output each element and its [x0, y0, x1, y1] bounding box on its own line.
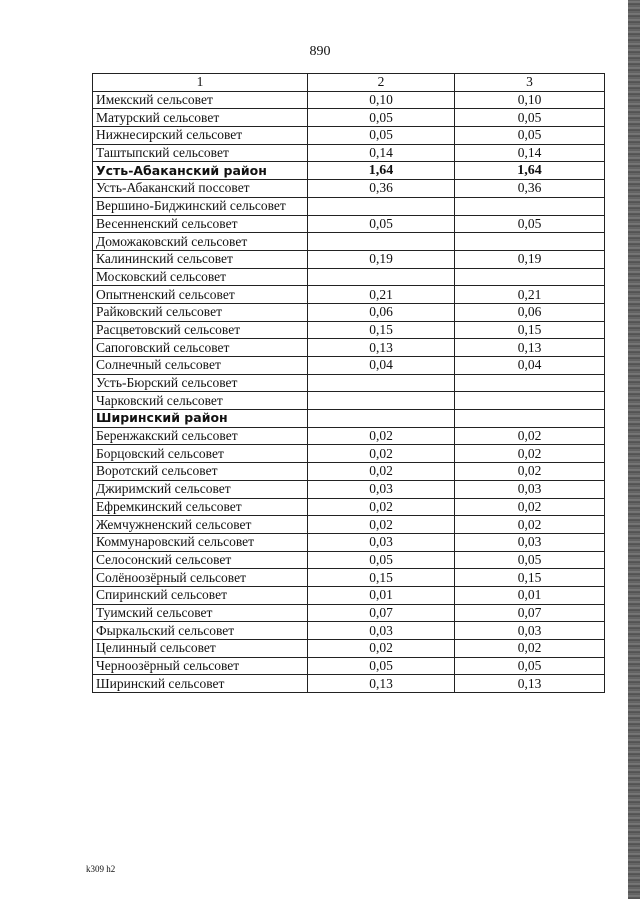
row-name-cell: Фыркальский сельсовет — [93, 622, 308, 640]
row-value-col3: 0,05 — [455, 109, 605, 127]
row-name-cell: Весенненский сельсовет — [93, 215, 308, 233]
row-value-col3: 0,05 — [455, 551, 605, 569]
row-name-cell: Жемчужненский сельсовет — [93, 516, 308, 534]
column-header-3: 3 — [455, 74, 605, 92]
row-value-col2: 0,03 — [308, 533, 455, 551]
row-name-cell: Усть-Абаканский район — [93, 162, 308, 180]
row-value-col2: 0,05 — [308, 657, 455, 675]
table-row — [93, 144, 605, 162]
row-name-cell: Опытненский сельсовет — [93, 286, 308, 304]
table-row — [93, 339, 605, 357]
column-header-1: 1 — [93, 74, 308, 92]
row-name-cell: Вершино-Биджинский сельсовет — [93, 197, 308, 215]
data-table — [92, 73, 605, 693]
row-value-col3 — [455, 197, 605, 215]
table-row — [93, 286, 605, 304]
row-value-col2 — [308, 392, 455, 410]
row-name-cell: Воротский сельсовет — [93, 463, 308, 481]
row-name-cell: Калининский сельсовет — [93, 250, 308, 268]
row-value-col2: 0,04 — [308, 357, 455, 375]
row-name-cell: Ширинский район — [93, 410, 308, 428]
row-value-col2 — [308, 197, 455, 215]
row-name-cell: Райковский сельсовет — [93, 303, 308, 321]
table-header-row — [93, 74, 605, 92]
row-value-col3 — [455, 410, 605, 428]
table-row — [93, 357, 605, 375]
row-value-col3: 0,13 — [455, 339, 605, 357]
row-value-col3 — [455, 392, 605, 410]
row-name-cell: Солёноозёрный сельсовет — [93, 569, 308, 587]
row-value-col3: 0,10 — [455, 91, 605, 109]
row-value-col2: 0,07 — [308, 604, 455, 622]
row-value-col3: 0,19 — [455, 250, 605, 268]
table-row — [93, 516, 605, 534]
table-row — [93, 675, 605, 693]
table-row — [93, 551, 605, 569]
row-value-col3: 0,05 — [455, 215, 605, 233]
row-name-cell: Расцветовский сельсовет — [93, 321, 308, 339]
table-row — [93, 180, 605, 198]
row-value-col3: 0,02 — [455, 445, 605, 463]
table-row — [93, 233, 605, 251]
row-value-col2: 0,05 — [308, 127, 455, 145]
row-value-col3: 1,64 — [455, 162, 605, 180]
row-value-col2: 0,06 — [308, 303, 455, 321]
row-value-col3: 0,02 — [455, 427, 605, 445]
row-value-col2: 0,02 — [308, 498, 455, 516]
row-name-cell: Джиримский сельсовет — [93, 480, 308, 498]
table-row — [93, 569, 605, 587]
table-row — [93, 480, 605, 498]
row-value-col3: 0,03 — [455, 622, 605, 640]
row-value-col3: 0,05 — [455, 657, 605, 675]
table-row — [93, 445, 605, 463]
table-row — [93, 303, 605, 321]
table-row — [93, 586, 605, 604]
row-name-cell: Ширинский сельсовет — [93, 675, 308, 693]
row-name-cell: Таштыпский сельсовет — [93, 144, 308, 162]
table-row — [93, 410, 605, 428]
row-value-col2: 0,05 — [308, 109, 455, 127]
row-value-col3: 0,02 — [455, 640, 605, 658]
footer-code: k309 h2 — [86, 864, 116, 874]
row-name-cell: Чарковский сельсовет — [93, 392, 308, 410]
table-row — [93, 250, 605, 268]
row-value-col3 — [455, 374, 605, 392]
row-value-col2: 0,03 — [308, 480, 455, 498]
scan-edge-strip — [628, 0, 640, 899]
row-value-col2: 0,05 — [308, 215, 455, 233]
table-row — [93, 91, 605, 109]
row-value-col2: 0,02 — [308, 516, 455, 534]
row-value-col2: 0,03 — [308, 622, 455, 640]
table-row — [93, 427, 605, 445]
row-name-cell: Ефремкинский сельсовет — [93, 498, 308, 516]
row-value-col3: 0,36 — [455, 180, 605, 198]
row-value-col2: 0,15 — [308, 569, 455, 587]
table-row — [93, 127, 605, 145]
row-value-col2: 0,10 — [308, 91, 455, 109]
row-value-col3: 0,15 — [455, 321, 605, 339]
row-name-cell: Туимский сельсовет — [93, 604, 308, 622]
row-value-col2: 0,19 — [308, 250, 455, 268]
table-row — [93, 622, 605, 640]
row-value-col3: 0,04 — [455, 357, 605, 375]
row-name-cell: Нижнесирский сельсовет — [93, 127, 308, 145]
row-value-col2 — [308, 374, 455, 392]
row-value-col3 — [455, 268, 605, 286]
row-value-col3: 0,03 — [455, 533, 605, 551]
row-name-cell: Черноозёрный сельсовет — [93, 657, 308, 675]
row-value-col2: 0,02 — [308, 640, 455, 658]
table-row — [93, 109, 605, 127]
row-name-cell: Селосонский сельсовет — [93, 551, 308, 569]
row-value-col3 — [455, 233, 605, 251]
row-value-col2: 0,02 — [308, 427, 455, 445]
row-name-cell: Доможаковский сельсовет — [93, 233, 308, 251]
row-value-col3: 0,15 — [455, 569, 605, 587]
row-name-cell: Коммунаровский сельсовет — [93, 533, 308, 551]
row-value-col3: 0,01 — [455, 586, 605, 604]
row-value-col2: 0,21 — [308, 286, 455, 304]
row-name-cell: Имекский сельсовет — [93, 91, 308, 109]
row-name-cell: Матурский сельсовет — [93, 109, 308, 127]
table-row — [93, 162, 605, 180]
row-name-cell: Борцовский сельсовет — [93, 445, 308, 463]
row-name-cell: Солнечный сельсовет — [93, 357, 308, 375]
table-row — [93, 498, 605, 516]
row-value-col3: 0,13 — [455, 675, 605, 693]
row-value-col2: 0,02 — [308, 445, 455, 463]
row-value-col3: 0,21 — [455, 286, 605, 304]
table-row — [93, 640, 605, 658]
table-row — [93, 268, 605, 286]
row-name-cell: Усть-Абаканский поссовет — [93, 180, 308, 198]
column-header-2: 2 — [308, 74, 455, 92]
row-value-col3: 0,06 — [455, 303, 605, 321]
row-value-col3: 0,02 — [455, 463, 605, 481]
row-value-col3: 0,07 — [455, 604, 605, 622]
page-number: 890 — [309, 44, 331, 59]
table-row — [93, 392, 605, 410]
row-value-col2: 0,15 — [308, 321, 455, 339]
row-value-col2: 0,02 — [308, 463, 455, 481]
row-value-col3: 0,03 — [455, 480, 605, 498]
row-value-col3: 0,02 — [455, 498, 605, 516]
table-row — [93, 533, 605, 551]
row-value-col2 — [308, 233, 455, 251]
row-value-col2 — [308, 268, 455, 286]
row-value-col2 — [308, 410, 455, 428]
table-row — [93, 374, 605, 392]
row-value-col2: 0,14 — [308, 144, 455, 162]
row-name-cell: Целинный сельсовет — [93, 640, 308, 658]
row-value-col3: 0,05 — [455, 127, 605, 145]
row-value-col3: 0,02 — [455, 516, 605, 534]
table-row — [93, 463, 605, 481]
row-name-cell: Спиринский сельсовет — [93, 586, 308, 604]
table-row — [93, 215, 605, 233]
row-value-col2: 0,13 — [308, 339, 455, 357]
row-name-cell: Беренжакский сельсовет — [93, 427, 308, 445]
row-value-col2: 0,13 — [308, 675, 455, 693]
row-name-cell: Усть-Бюрский сельсовет — [93, 374, 308, 392]
table-row — [93, 604, 605, 622]
table-row — [93, 657, 605, 675]
table-body — [93, 91, 605, 692]
row-value-col2: 0,36 — [308, 180, 455, 198]
row-name-cell: Сапоговский сельсовет — [93, 339, 308, 357]
table-row — [93, 321, 605, 339]
row-value-col2: 1,64 — [308, 162, 455, 180]
table-row — [93, 197, 605, 215]
row-value-col2: 0,05 — [308, 551, 455, 569]
row-name-cell: Московский сельсовет — [93, 268, 308, 286]
row-value-col2: 0,01 — [308, 586, 455, 604]
row-value-col3: 0,14 — [455, 144, 605, 162]
